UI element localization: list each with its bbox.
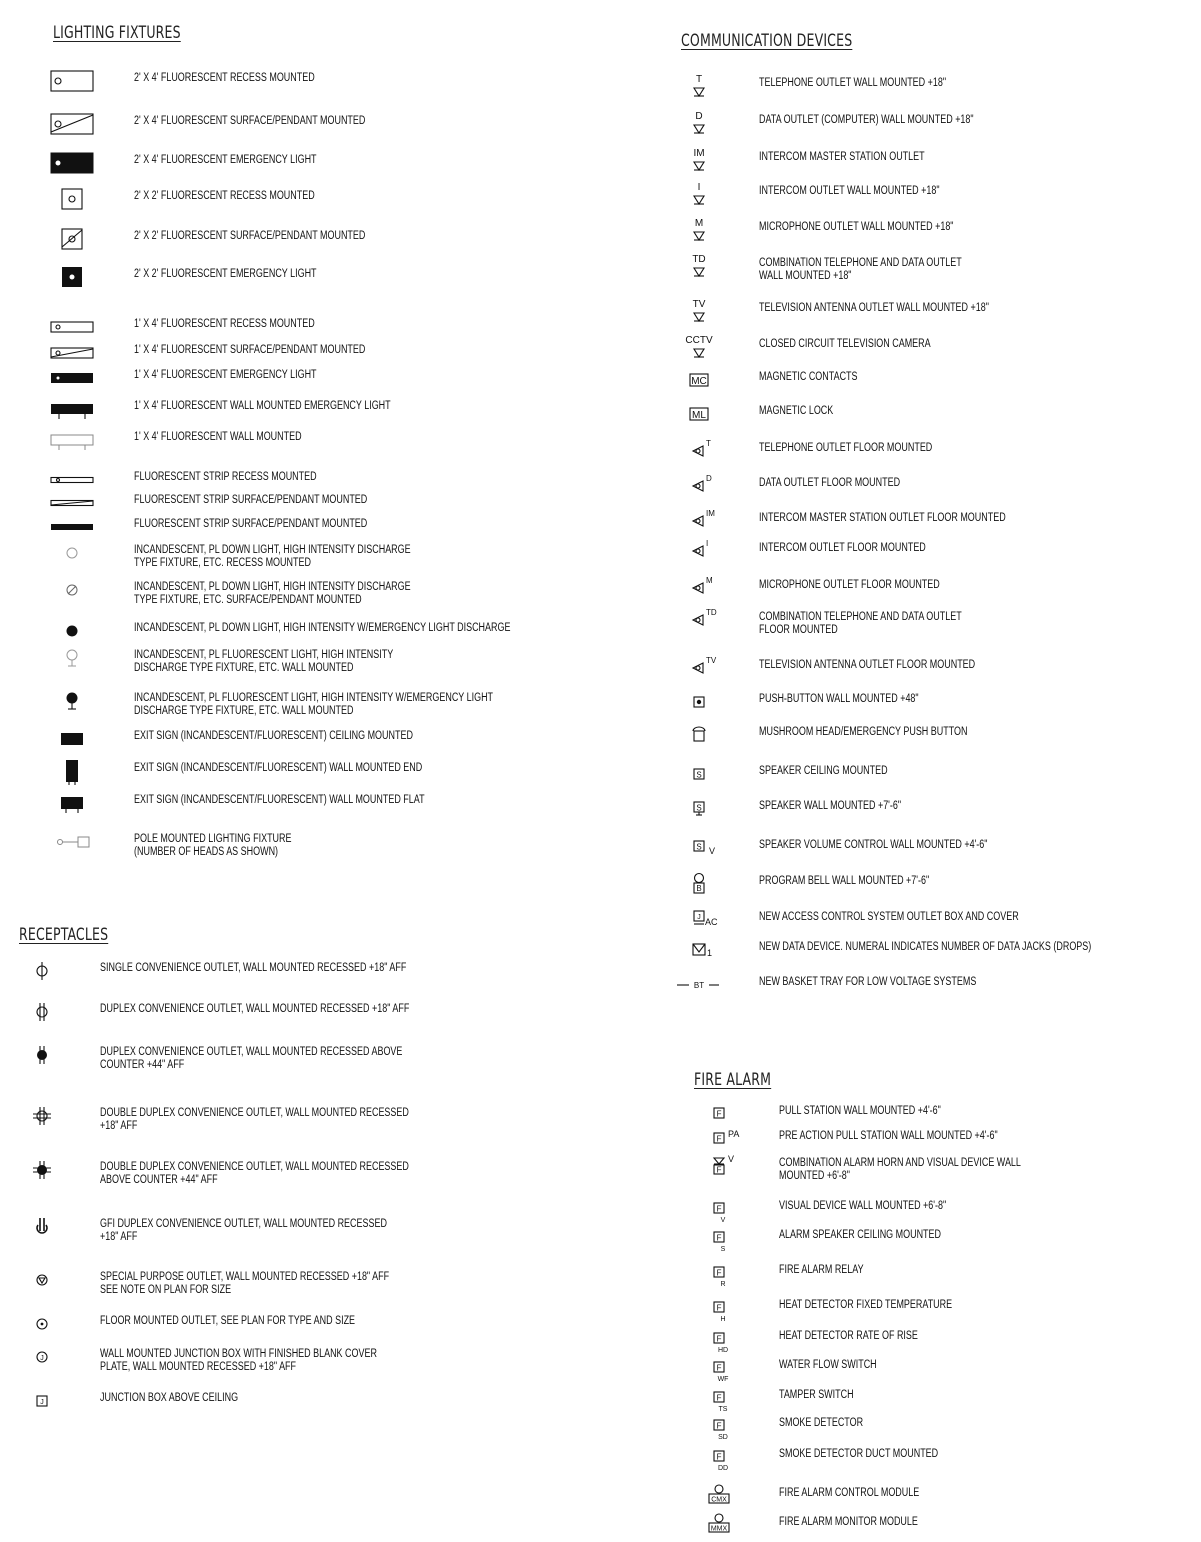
module-icon [689, 1508, 749, 1542]
svg-text:TV: TV [692, 299, 706, 310]
fire-alarm-item-label: COMBINATION ALARM HORN AND VISUAL DEVICE WALL MOUNTED +6'-8" [779, 1157, 1021, 1182]
svg-text:J: J [40, 1355, 44, 1362]
lighting-item-label: 2' X 4' FLUORESCENT RECESS MOUNTED [134, 72, 315, 84]
communication-item-label: COMBINATION TELEPHONE AND DATA OUTLET WALL MOUNTED +18" [759, 257, 962, 282]
communication-item-label: MICROPHONE OUTLET WALL MOUNTED +18" [759, 221, 954, 233]
svg-text:M: M [694, 218, 704, 229]
communication-item-label: MAGNETIC CONTACTS [759, 371, 858, 383]
communication-item-label: SPEAKER CEILING MOUNTED [759, 765, 888, 777]
basket-tray-icon [669, 968, 729, 1002]
svg-text:F: F [716, 1393, 722, 1403]
svg-text:MC: MC [691, 376, 707, 387]
speaker-wall-icon [669, 792, 729, 826]
push-button-icon [669, 685, 729, 719]
exit-wall-flat-icon [42, 786, 102, 820]
floor-outlet-comm-icon [669, 571, 729, 605]
svg-text:F: F [716, 1268, 722, 1278]
svg-text:D: D [695, 111, 703, 122]
receptacles-item-label: GFI DUPLEX CONVENIENCE OUTLET, WALL MOUNTED RECESSED +18" AFF [100, 1218, 387, 1243]
communication-item-label: PUSH-BUTTON WALL MOUNTED +48" [759, 693, 919, 705]
communication-item-label: TELEPHONE OUTLET WALL MOUNTED +18" [759, 77, 947, 89]
duplex-counter-icon [12, 1038, 72, 1072]
lighting-item-label: 2' X 4' FLUORESCENT SURFACE/PENDANT MOUNTED [134, 115, 366, 127]
speaker-volume-icon [669, 831, 729, 865]
lighting-item-label: 1' X 4' FLUORESCENT EMERGENCY LIGHT [134, 369, 317, 381]
svg-text:TV: TV [706, 656, 717, 665]
square-2x2-surface-icon [42, 222, 102, 256]
svg-text:F: F [716, 1165, 722, 1175]
fire-alarm-item-label: WATER FLOW SWITCH [779, 1359, 877, 1371]
communication-item-label: MAGNETIC LOCK [759, 405, 834, 417]
wall-junction-icon [12, 1340, 72, 1374]
fire-box-icon [689, 1440, 749, 1474]
exit-ceiling-icon [42, 722, 102, 756]
svg-text:V: V [709, 846, 716, 856]
svg-text:I: I [697, 182, 701, 193]
lighting-item-label: 1' X 4' FLUORESCENT WALL MOUNTED [134, 431, 302, 443]
communication-item-label: DATA OUTLET (COMPUTER) WALL MOUNTED +18" [759, 114, 974, 126]
svg-text:F: F [716, 1421, 722, 1431]
lighting-heading: LIGHTING FIXTURES [53, 23, 181, 43]
speaker-ceiling-icon [669, 757, 729, 791]
pole-fixture-icon [42, 825, 102, 859]
lighting-item-label: INCANDESCENT, PL DOWN LIGHT, HIGH INTENSITY DISCHARGE TYPE FIXTURE, ETC. SURFACE/PENDANT MOUNTED [134, 581, 411, 606]
communication-item-label: INTERCOM MASTER STATION OUTLET FLOOR MOUNTED [759, 512, 1006, 524]
lighting-item-label: 2' X 4' FLUORESCENT EMERGENCY LIGHT [134, 154, 317, 166]
communication-item-label: INTERCOM OUTLET WALL MOUNTED +18" [759, 185, 940, 197]
communication-item-label: CLOSED CIRCUIT TELEVISION CAMERA [759, 338, 931, 350]
rect-2x4-emergency-icon [42, 146, 102, 180]
receptacles-item-label: JUNCTION BOX ABOVE CEILING [100, 1392, 239, 1404]
svg-text:IM: IM [693, 148, 705, 159]
lighting-item-label: 1' X 4' FLUORESCENT RECESS MOUNTED [134, 318, 315, 330]
communication-item-label: TELEVISION ANTENNA OUTLET WALL MOUNTED +18" [759, 302, 989, 314]
lighting-item-label: INCANDESCENT, PL DOWN LIGHT, HIGH INTENSITY W/EMERGENCY LIGHT DISCHARGE [134, 622, 511, 634]
svg-text:H: H [720, 1316, 726, 1323]
svg-text:SD: SD [718, 1434, 728, 1441]
floor-outlet-comm-icon [669, 504, 729, 538]
special-outlet-icon [12, 1263, 72, 1297]
communication-item-label: DATA OUTLET FLOOR MOUNTED [759, 477, 901, 489]
fire-box-icon [689, 1351, 749, 1385]
receptacles-item-label: DUPLEX CONVENIENCE OUTLET, WALL MOUNTED RECESSED ABOVE COUNTER +44" AFF [100, 1046, 403, 1071]
svg-text:PA: PA [728, 1129, 740, 1139]
horn-strobe-icon [689, 1149, 749, 1183]
svg-text:I: I [706, 539, 709, 548]
square-2x2-recess-icon [42, 182, 102, 216]
communication-item-label: NEW BASKET TRAY FOR LOW VOLTAGE SYSTEMS [759, 976, 977, 988]
rect-2x4-recess-icon [42, 64, 102, 98]
circle-wall-icon [42, 641, 102, 675]
fire-box-icon [689, 1256, 749, 1290]
receptacles-item-label: DOUBLE DUPLEX CONVENIENCE OUTLET, WALL MOUNTED RECESSED +18" AFF [100, 1107, 409, 1132]
svg-text:R: R [720, 1281, 726, 1288]
communication-item-label: INTERCOM MASTER STATION OUTLET [759, 151, 925, 163]
lighting-item-label: 2' X 2' FLUORESCENT RECESS MOUNTED [134, 190, 315, 202]
svg-text:F: F [716, 1204, 722, 1214]
double-duplex-counter-icon [12, 1153, 72, 1187]
svg-text:ML: ML [692, 410, 706, 421]
fire-box-icon [689, 1291, 749, 1325]
wall-outlet-icon [669, 294, 729, 328]
rect-1x4-wall-icon [42, 423, 102, 457]
communication-item-label: MUSHROOM HEAD/EMERGENCY PUSH BUTTON [759, 726, 968, 738]
communication-heading: COMMUNICATION DEVICES [681, 31, 853, 51]
duplex-outlet-icon [12, 995, 72, 1029]
svg-text:F: F [716, 1109, 722, 1119]
svg-text:V: V [728, 1154, 735, 1164]
svg-text:F: F [716, 1233, 722, 1243]
lighting-item-label: EXIT SIGN (INCANDESCENT/FLUORESCENT) CEILING MOUNTED [134, 730, 413, 742]
svg-text:WF: WF [717, 1376, 729, 1383]
svg-text:1: 1 [707, 948, 713, 958]
fire-alarm-item-label: PRE ACTION PULL STATION WALL MOUNTED +4'-6" [779, 1130, 998, 1142]
lighting-item-label: INCANDESCENT, PL FLUORESCENT LIGHT, HIGH INTENSITY W/EMERGENCY LIGHT DISCHARGE TYPE FIXTURE, ETC. WALL MOUNTED [134, 692, 494, 717]
floor-outlet-comm-icon [669, 534, 729, 568]
svg-text:S: S [720, 1246, 726, 1253]
lighting-item-label: EXIT SIGN (INCANDESCENT/FLUORESCENT) WALL MOUNTED END [134, 762, 423, 774]
fire-box-icon [689, 1409, 749, 1443]
svg-text:J: J [40, 1399, 44, 1406]
fire-alarm-item-label: SMOKE DETECTOR DUCT MOUNTED [779, 1448, 939, 1460]
lighting-item-label: FLUORESCENT STRIP RECESS MOUNTED [134, 471, 317, 483]
communication-item-label: MICROPHONE OUTLET FLOOR MOUNTED [759, 579, 940, 591]
receptacles-item-label: SPECIAL PURPOSE OUTLET, WALL MOUNTED RECESSED +18" AFF SEE NOTE ON PLAN FOR SIZE [100, 1271, 390, 1296]
floor-outlet-comm-icon [669, 469, 729, 503]
fire-alarm-item-label: FIRE ALARM RELAY [779, 1264, 864, 1276]
svg-text:CMX: CMX [711, 1496, 727, 1504]
wall-outlet-icon [669, 177, 729, 211]
single-outlet-icon [12, 954, 72, 988]
fire-alarm-item-label: ALARM SPEAKER CEILING MOUNTED [779, 1229, 941, 1241]
svg-text:TD: TD [692, 254, 706, 265]
svg-text:M: M [706, 576, 713, 585]
svg-text:IM: IM [706, 509, 715, 518]
fire-alarm-item-label: HEAT DETECTOR FIXED TEMPERATURE [779, 1299, 953, 1311]
svg-text:BT: BT [693, 981, 705, 990]
communication-item-label: NEW DATA DEVICE. NUMERAL INDICATES NUMBER OF DATA JACKS (DROPS) [759, 941, 1092, 953]
fire-alarm-item-label: TAMPER SWITCH [779, 1389, 854, 1401]
floor-outlet-comm-icon [669, 434, 729, 468]
svg-text:CCTV: CCTV [685, 335, 713, 346]
lighting-item-label: 1' X 4' FLUORESCENT WALL MOUNTED EMERGENCY LIGHT [134, 400, 391, 412]
lighting-item-label: INCANDESCENT, PL FLUORESCENT LIGHT, HIGH INTENSITY DISCHARGE TYPE FIXTURE, ETC. WALL MOUNTED [134, 649, 394, 674]
receptacles-item-label: DUPLEX CONVENIENCE OUTLET, WALL MOUNTED RECESSED +18" AFF [100, 1003, 410, 1015]
lighting-item-label: 2' X 2' FLUORESCENT EMERGENCY LIGHT [134, 268, 317, 280]
communication-item-label: SPEAKER VOLUME CONTROL WALL MOUNTED +4'-6" [759, 839, 988, 851]
svg-text:V: V [720, 1217, 726, 1224]
svg-text:S: S [696, 803, 702, 813]
communication-item-label: NEW ACCESS CONTROL SYSTEM OUTLET BOX AND COVER [759, 911, 1019, 923]
svg-text:AC: AC [705, 917, 718, 927]
svg-text:T: T [695, 74, 703, 85]
fire-alarm-item-label: FIRE ALARM MONITOR MODULE [779, 1516, 918, 1528]
boxed-label-icon [669, 363, 729, 397]
wall-outlet-icon [669, 249, 729, 283]
fire-box-icon [689, 1221, 749, 1255]
svg-text:MMX: MMX [710, 1525, 728, 1533]
svg-text:F: F [716, 1134, 722, 1144]
rect-1x4-emergency-icon [42, 361, 102, 395]
exit-wall-end-icon [42, 754, 102, 788]
fire-alarm-item-label: PULL STATION WALL MOUNTED +4'-6" [779, 1105, 941, 1117]
svg-text:J: J [697, 914, 701, 921]
communication-item-label: PROGRAM BELL WALL MOUNTED +7'-6" [759, 875, 930, 887]
circle-wall-filled-icon [42, 684, 102, 718]
svg-text:F: F [716, 1363, 722, 1373]
wall-outlet-icon [669, 213, 729, 247]
circle-slash-icon [42, 573, 102, 607]
mushroom-button-icon [669, 718, 729, 752]
svg-text:TD: TD [706, 608, 717, 617]
communication-item-label: INTERCOM OUTLET FLOOR MOUNTED [759, 542, 926, 554]
svg-text:S: S [696, 842, 702, 852]
square-2x2-emergency-icon [42, 260, 102, 294]
lighting-item-label: INCANDESCENT, PL DOWN LIGHT, HIGH INTENSITY DISCHARGE TYPE FIXTURE, ETC. RECESS MOUNTED [134, 544, 411, 569]
wall-outlet-icon [669, 106, 729, 140]
receptacles-item-label: SINGLE CONVENIENCE OUTLET, WALL MOUNTED RECESSED +18" AFF [100, 962, 407, 974]
double-duplex-icon [12, 1099, 72, 1133]
svg-text:T: T [706, 439, 711, 448]
fire-alarm-item-label: HEAT DETECTOR RATE OF RISE [779, 1330, 918, 1342]
data-device-icon [669, 933, 729, 967]
receptacles-item-label: WALL MOUNTED JUNCTION BOX WITH FINISHED BLANK COVER PLATE, WALL MOUNTED RECESSED +18" AFF [100, 1348, 377, 1373]
fire-alarm-item-label: FIRE ALARM CONTROL MODULE [779, 1487, 920, 1499]
lighting-item-label: 1' X 4' FLUORESCENT SURFACE/PENDANT MOUNTED [134, 344, 366, 356]
access-control-icon [669, 903, 729, 937]
fire-alarm-heading: FIRE ALARM [694, 1070, 772, 1090]
lighting-item-label: FLUORESCENT STRIP SURFACE/PENDANT MOUNTED [134, 518, 368, 530]
receptacles-item-label: DOUBLE DUPLEX CONVENIENCE OUTLET, WALL MOUNTED RECESSED ABOVE COUNTER +44" AFF [100, 1161, 409, 1186]
floor-outlet-comm-icon [669, 651, 729, 685]
svg-text:B: B [696, 884, 702, 893]
circle-open-icon [42, 536, 102, 570]
rect-2x4-surface-icon [42, 107, 102, 141]
svg-text:HD: HD [717, 1347, 729, 1354]
fire-alarm-item-label: VISUAL DEVICE WALL MOUNTED +6'-8" [779, 1200, 947, 1212]
receptacles-heading: RECEPTACLES [19, 925, 109, 945]
lighting-item-label: POLE MOUNTED LIGHTING FIXTURE (NUMBER OF HEADS AS SHOWN) [134, 833, 292, 858]
communication-item-label: TELEVISION ANTENNA OUTLET FLOOR MOUNTED [759, 659, 976, 671]
communication-item-label: COMBINATION TELEPHONE AND DATA OUTLET FLOOR MOUNTED [759, 611, 962, 636]
svg-text:F: F [716, 1334, 722, 1344]
wall-outlet-icon [669, 330, 729, 364]
fire-alarm-item-label: SMOKE DETECTOR [779, 1417, 864, 1429]
program-bell-icon [669, 867, 729, 901]
svg-text:F: F [716, 1452, 722, 1462]
rect-1x4-wall-emergency-icon [42, 392, 102, 426]
gfi-outlet-icon [12, 1210, 72, 1244]
lighting-item-label: 2' X 2' FLUORESCENT SURFACE/PENDANT MOUNTED [134, 230, 366, 242]
lighting-item-label: FLUORESCENT STRIP SURFACE/PENDANT MOUNTED [134, 494, 368, 506]
lighting-item-label: EXIT SIGN (INCANDESCENT/FLUORESCENT) WALL MOUNTED FLAT [134, 794, 425, 806]
junction-box-icon [12, 1384, 72, 1418]
wall-outlet-icon [669, 143, 729, 177]
receptacles-item-label: FLOOR MOUNTED OUTLET, SEE PLAN FOR TYPE AND SIZE [100, 1315, 356, 1327]
floor-outlet-comm-icon [669, 603, 729, 637]
svg-text:DD: DD [717, 1465, 729, 1472]
communication-item-label: TELEPHONE OUTLET FLOOR MOUNTED [759, 442, 933, 454]
svg-text:F: F [716, 1303, 722, 1313]
wall-outlet-icon [669, 69, 729, 103]
svg-text:S: S [696, 770, 702, 780]
communication-item-label: SPEAKER WALL MOUNTED +7'-6" [759, 800, 902, 812]
svg-text:TS: TS [718, 1406, 728, 1413]
boxed-label-icon [669, 397, 729, 431]
svg-text:D: D [706, 474, 712, 483]
floor-outlet-icon [12, 1307, 72, 1341]
